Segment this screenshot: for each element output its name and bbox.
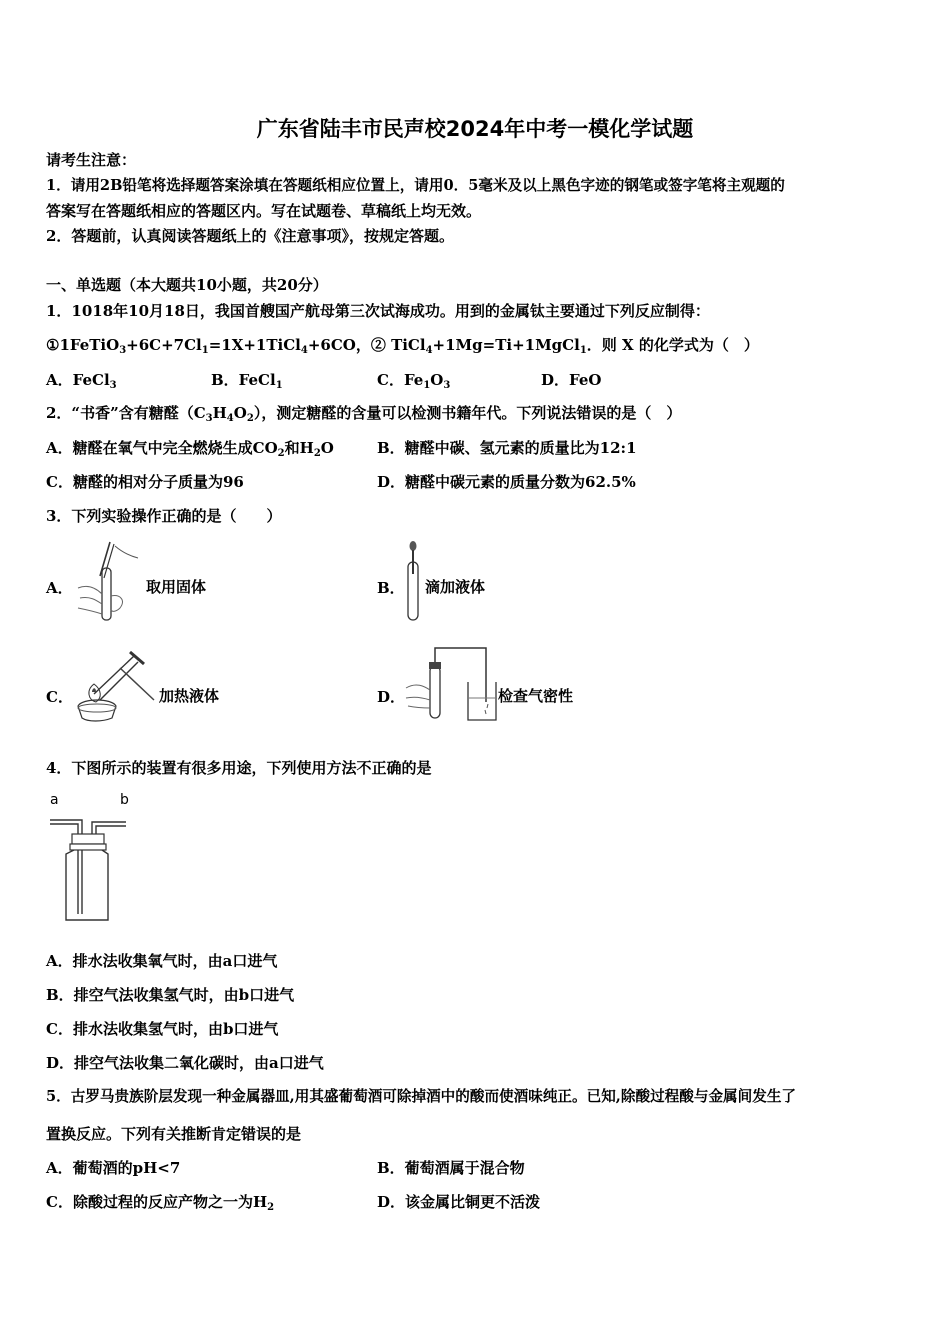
q5-stem-line-1: 5．古罗马贵族阶层发现一种金属器皿,用其盛葡萄酒可除掉酒中的酸而使酒味纯正。已知,除酸过程酸与金属间发生了 bbox=[46, 1088, 797, 1105]
q2-stem bbox=[46, 403, 681, 429]
q2-option-a[interactable] bbox=[46, 437, 334, 459]
q4-label-b: b bbox=[120, 792, 129, 808]
q5-option-d[interactable]: D．该金属比铜更不活泼 bbox=[377, 1193, 541, 1211]
q2-option-a-text: A．糖醛在氧气中完全燃烧生成CO bbox=[46, 439, 278, 457]
q1-option-b-sub: 1 bbox=[275, 380, 283, 391]
q5-option-a[interactable]: A．葡萄酒的pH<7 bbox=[46, 1159, 181, 1177]
q4-label-a: a bbox=[50, 792, 59, 808]
notice-line-3: 2．答题前，认真阅读答题纸上的《注意事项》，按规定答题。 bbox=[46, 227, 454, 245]
q3-option-c-label: 加热液体 bbox=[159, 687, 220, 705]
q4-option-d[interactable]: D．排空气法收集二氧化碳时，由a口进气 bbox=[46, 1054, 324, 1072]
q2-stem-sub: 2 bbox=[246, 413, 254, 424]
airtightness-figure bbox=[402, 642, 497, 726]
q2-option-a-sub: 2 bbox=[277, 448, 285, 459]
q5-option-c-text: C．除酸过程的反应产物之一为H bbox=[46, 1193, 268, 1211]
q5-option-c[interactable] bbox=[46, 1191, 274, 1213]
q1-eq-sub: 3 bbox=[119, 345, 127, 356]
q3-option-d-letter[interactable]: D． bbox=[377, 688, 406, 706]
q1-option-c-sub: 3 bbox=[443, 380, 451, 391]
notice-heading: 请考生注意： bbox=[46, 151, 137, 169]
q4-option-a[interactable]: A．排水法收集氧气时，由a口进气 bbox=[46, 952, 278, 970]
q2-option-a-sub: 2 bbox=[313, 448, 321, 459]
q1-eq-text: +6C+7Cl bbox=[126, 336, 202, 354]
gas-washing-bottle-figure bbox=[46, 810, 136, 922]
q1-eq-sub: 4 bbox=[300, 345, 308, 356]
q1-option-b-text: B．FeCl bbox=[211, 371, 276, 389]
q1-option-c-text: C．Fe bbox=[377, 371, 424, 389]
q1-eq-sub: 1 bbox=[201, 345, 209, 356]
q1-option-a-text: A．FeCl bbox=[46, 371, 110, 389]
notice-line-2: 答案写在答题纸相应的答题区内。写在试题卷、草稿纸上均无效。 bbox=[46, 202, 482, 220]
q4-option-b[interactable]: B．排空气法收集氢气时，由b口进气 bbox=[46, 986, 295, 1004]
q2-stem-text: H bbox=[212, 404, 227, 422]
page-title: 广东省陆丰市民声校2024年中考一模化学试题 bbox=[256, 117, 694, 141]
q2-stem-text: 2．“书香”含有糖醛（C bbox=[46, 404, 206, 422]
q5-option-c-sub: 2 bbox=[267, 1202, 275, 1213]
q1-option-c-text: O bbox=[430, 371, 444, 389]
q1-eq-sub: 1 bbox=[579, 345, 587, 356]
q2-stem-text: ），测定糖醛的含量可以检测书籍年代。下列说法错误的是（ ） bbox=[253, 404, 682, 422]
q1-eq-text: +6CO，② TiCl bbox=[307, 336, 426, 354]
q1-option-c-sub: 1 bbox=[423, 380, 431, 391]
q2-option-b[interactable]: B．糖醛中碳、氢元素的质量比为12:1 bbox=[377, 439, 637, 457]
q3-option-b-label: 滴加液体 bbox=[425, 578, 486, 596]
q1-eq-text: +1Mg=Ti+1MgCl bbox=[432, 336, 580, 354]
q3-option-a-letter[interactable]: A． bbox=[46, 579, 73, 597]
q1-eq-text: ．则 X 的化学式为（ ） bbox=[586, 336, 759, 354]
q1-eq-sub: 4 bbox=[425, 345, 433, 356]
q2-option-a-text: O bbox=[320, 439, 334, 457]
q3-option-c-letter[interactable]: C． bbox=[46, 688, 73, 706]
q2-stem-sub: 4 bbox=[226, 413, 234, 424]
q1-option-a[interactable] bbox=[46, 369, 117, 391]
q1-eq-text: =1X+1TiCl bbox=[208, 336, 301, 354]
q1-option-c[interactable] bbox=[377, 369, 450, 391]
q4-option-c[interactable]: C．排水法收集氢气时，由b口进气 bbox=[46, 1020, 279, 1038]
q5-option-b[interactable]: B．葡萄酒属于混合物 bbox=[377, 1159, 525, 1177]
section-heading: 一、单选题（本大题共10小题，共20分） bbox=[46, 276, 328, 294]
notice-line-1: 1．请用2B铅笔将选择题答案涂填在答题纸相应位置上，请用0．5毫米及以上黑色字迹的钢笔或签字笔将主观题的 bbox=[46, 177, 785, 194]
q5-stem-line-2: 置换反应。下列有关推断肯定错误的是 bbox=[46, 1125, 302, 1143]
q3-option-d-label: 检查气密性 bbox=[498, 687, 574, 705]
q4-stem: 4．下图所示的装置有很多用途，下列使用方法不正确的是 bbox=[46, 759, 432, 777]
q2-stem-text: O bbox=[233, 404, 247, 422]
q2-option-a-text: 和H bbox=[284, 439, 314, 457]
q2-option-c[interactable]: C．糖醛的相对分子质量为96 bbox=[46, 473, 244, 491]
q2-stem-sub: 3 bbox=[205, 413, 213, 424]
heating-liquid-figure bbox=[72, 648, 162, 726]
q1-option-d[interactable]: D．FeO bbox=[541, 371, 602, 389]
take-solid-figure bbox=[70, 538, 145, 628]
q1-eq-text: ①1FeTiO bbox=[46, 336, 120, 354]
q3-option-a-label: 取用固体 bbox=[146, 578, 207, 596]
q3-stem: 3．下列实验操作正确的是（ ） bbox=[46, 507, 282, 525]
q1-stem: 1．1018年10月18日，我国首艘国产航母第三次试海成功。用到的金属钛主要通过下列反应制得： bbox=[46, 302, 710, 320]
dropper-figure bbox=[402, 540, 424, 625]
q2-option-d[interactable]: D．糖醛中碳元素的质量分数为62.5% bbox=[377, 473, 636, 491]
q3-option-b-letter[interactable]: B． bbox=[377, 579, 405, 597]
q1-equation bbox=[46, 335, 759, 361]
q1-option-b[interactable] bbox=[211, 369, 283, 391]
q1-option-a-sub: 3 bbox=[109, 380, 117, 391]
